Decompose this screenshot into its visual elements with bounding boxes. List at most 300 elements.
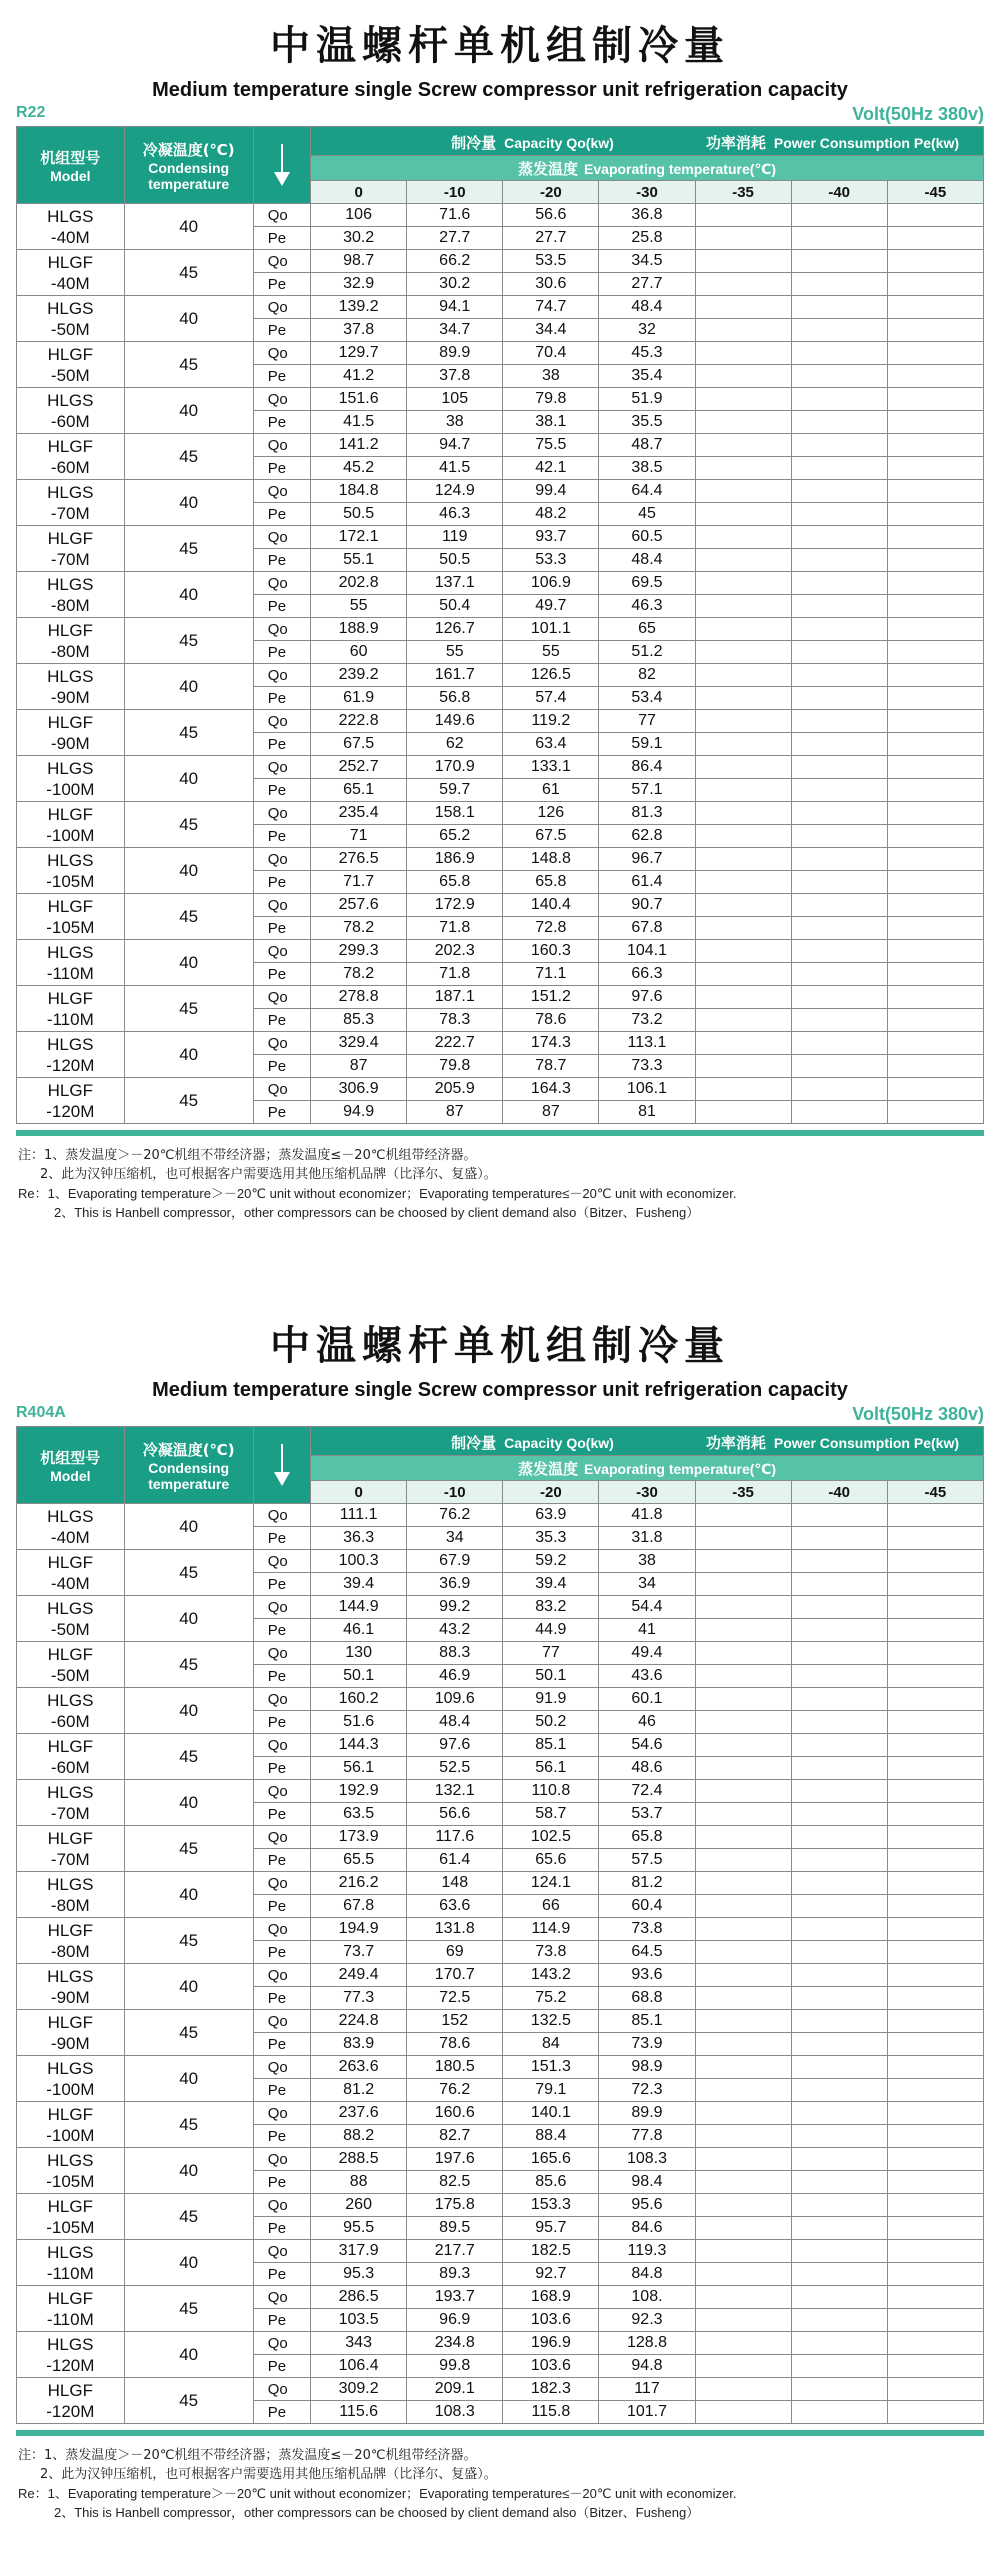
pe-value-cell: 50.4 bbox=[407, 595, 503, 618]
pe-value-cell: 50.1 bbox=[503, 1665, 599, 1688]
qo-value-cell bbox=[695, 342, 791, 365]
capacity-label bbox=[451, 132, 614, 153]
pe-value-cell: 46.3 bbox=[407, 503, 503, 526]
table-row bbox=[17, 1872, 984, 1895]
model-cell bbox=[17, 802, 125, 848]
pe-label: Pe bbox=[253, 2401, 310, 2424]
qo-value-cell bbox=[695, 848, 791, 871]
pe-value-cell: 34.7 bbox=[407, 319, 503, 342]
table-row bbox=[17, 710, 984, 733]
pe-value-cell bbox=[695, 273, 791, 296]
qo-value-cell: 140.4 bbox=[503, 894, 599, 917]
qo-value-cell bbox=[887, 2148, 983, 2171]
qo-label: Qo bbox=[253, 2010, 310, 2033]
pe-value-cell: 73.3 bbox=[599, 1055, 695, 1078]
model-name-line-1: HLGS bbox=[47, 2242, 94, 2262]
qo-value-cell: 117 bbox=[599, 2378, 695, 2401]
pe-value-cell: 45.2 bbox=[311, 457, 407, 480]
qo-value-cell: 119 bbox=[407, 526, 503, 549]
model-name-line-2: -110M bbox=[46, 2309, 94, 2329]
condensing-header-en-1: Condensing bbox=[148, 1459, 230, 1476]
model-name-line-1: HLGF bbox=[47, 344, 93, 364]
qo-value-cell bbox=[695, 756, 791, 779]
qo-value-cell bbox=[695, 2056, 791, 2079]
pe-value-cell: 94.8 bbox=[599, 2355, 695, 2378]
pe-value-cell: 75.2 bbox=[503, 1987, 599, 2010]
qo-value-cell: 237.6 bbox=[311, 2102, 407, 2125]
model-cell bbox=[17, 2194, 125, 2240]
condensing-cell: 45 bbox=[124, 1918, 253, 1964]
model-name-line-1: HLGS bbox=[47, 298, 94, 318]
pe-value-cell: 95.3 bbox=[311, 2263, 407, 2286]
condensing-cell: 40 bbox=[124, 2332, 253, 2378]
pe-value-cell: 84.6 bbox=[599, 2217, 695, 2240]
qo-label: Qo bbox=[253, 1826, 310, 1849]
model-name-line-1: HLGF bbox=[47, 252, 93, 272]
model-cell bbox=[17, 526, 125, 572]
pe-value-cell: 82.7 bbox=[407, 2125, 503, 2148]
condensing-header bbox=[124, 1427, 253, 1504]
model-header bbox=[17, 1427, 125, 1504]
pe-label: Pe bbox=[253, 1009, 310, 1032]
pe-value-cell: 60.4 bbox=[599, 1895, 695, 1918]
model-name-line-2: -105M bbox=[46, 917, 95, 937]
condensing-cell: 40 bbox=[124, 572, 253, 618]
pe-value-cell bbox=[695, 2079, 791, 2102]
pe-value-cell bbox=[791, 1055, 887, 1078]
qo-value-cell: 182.3 bbox=[503, 2378, 599, 2401]
pe-value-cell: 46.1 bbox=[311, 1619, 407, 1642]
table-row bbox=[17, 1032, 984, 1055]
table-row bbox=[17, 2378, 984, 2401]
qo-value-cell: 164.3 bbox=[503, 1078, 599, 1101]
pe-value-cell: 85.3 bbox=[311, 1009, 407, 1032]
model-header-zh: 机组型号 bbox=[40, 1448, 101, 1467]
pe-value-cell bbox=[695, 917, 791, 940]
table-row bbox=[17, 1504, 984, 1527]
model-cell bbox=[17, 2240, 125, 2286]
qo-value-cell: 151.3 bbox=[503, 2056, 599, 2079]
note-en-2: 2、This is Hanbell compressor，other compressors can be choosed by client demand also（Bitzer、Fusheng） bbox=[54, 2505, 700, 2520]
qo-value-cell: 65.8 bbox=[599, 1826, 695, 1849]
qo-value-cell bbox=[887, 1550, 983, 1573]
pe-value-cell bbox=[791, 2171, 887, 2194]
qo-value-cell bbox=[791, 986, 887, 1009]
pe-value-cell: 32 bbox=[599, 319, 695, 342]
pe-value-cell: 36.9 bbox=[407, 1573, 503, 1596]
model-name-line-2: -90M bbox=[50, 1987, 90, 2007]
pe-value-cell: 103.6 bbox=[503, 2309, 599, 2332]
condensing-cell: 45 bbox=[124, 2286, 253, 2332]
condensing-cell: 45 bbox=[124, 1642, 253, 1688]
qo-value-cell: 98.9 bbox=[599, 2056, 695, 2079]
qo-label: Qo bbox=[253, 1078, 310, 1101]
model-name-line-2: -90M bbox=[50, 687, 90, 707]
pe-label: Pe bbox=[253, 1941, 310, 1964]
pe-value-cell bbox=[887, 1573, 983, 1596]
qo-value-cell bbox=[887, 1826, 983, 1849]
pe-value-cell: 48.4 bbox=[407, 1711, 503, 1734]
table-row bbox=[17, 526, 984, 549]
pe-value-cell: 41.5 bbox=[311, 411, 407, 434]
qo-value-cell bbox=[695, 1826, 791, 1849]
pe-value-cell: 67.5 bbox=[503, 825, 599, 848]
qo-value-cell: 126.7 bbox=[407, 618, 503, 641]
qo-value-cell: 158.1 bbox=[407, 802, 503, 825]
qo-value-cell bbox=[695, 1780, 791, 1803]
page-title: 中温螺杆单机组制冷量 bbox=[270, 23, 730, 69]
pe-value-cell: 27.7 bbox=[407, 227, 503, 250]
pe-value-cell bbox=[791, 1757, 887, 1780]
pe-value-cell: 50.1 bbox=[311, 1665, 407, 1688]
model-cell bbox=[17, 664, 125, 710]
temperature-header: -10 bbox=[407, 181, 503, 204]
model-name-line-2: -50M bbox=[50, 1619, 90, 1639]
qo-label: Qo bbox=[253, 388, 310, 411]
pe-value-cell bbox=[887, 1101, 983, 1124]
pe-label: Pe bbox=[253, 779, 310, 802]
qo-value-cell: 133.1 bbox=[503, 756, 599, 779]
pe-value-cell bbox=[887, 1803, 983, 1826]
pe-label: Pe bbox=[253, 2033, 310, 2056]
qo-value-cell: 126.5 bbox=[503, 664, 599, 687]
qo-value-cell: 69.5 bbox=[599, 572, 695, 595]
pe-value-cell bbox=[695, 779, 791, 802]
pe-value-cell bbox=[695, 2217, 791, 2240]
qo-label: Qo bbox=[253, 2332, 310, 2355]
model-name-line-1: HLGS bbox=[47, 2058, 94, 2078]
refrigerant-label: R404A bbox=[16, 1404, 66, 1421]
pe-value-cell bbox=[695, 2125, 791, 2148]
qo-value-cell bbox=[791, 1504, 887, 1527]
qo-value-cell: 132.1 bbox=[407, 1780, 503, 1803]
pe-label: Pe bbox=[253, 595, 310, 618]
qo-label: Qo bbox=[253, 618, 310, 641]
model-name-line-2: -60M bbox=[50, 411, 90, 431]
qo-value-cell: 130 bbox=[311, 1642, 407, 1665]
model-cell bbox=[17, 1596, 125, 1642]
pe-value-cell: 30.2 bbox=[311, 227, 407, 250]
qo-value-cell: 222.7 bbox=[407, 1032, 503, 1055]
pe-value-cell: 72.8 bbox=[503, 917, 599, 940]
arrow-header bbox=[253, 127, 310, 204]
capacity-header bbox=[311, 1427, 984, 1456]
pe-value-cell: 65.5 bbox=[311, 1849, 407, 1872]
pe-value-cell: 65.8 bbox=[407, 871, 503, 894]
qo-value-cell: 73.8 bbox=[599, 1918, 695, 1941]
model-name-line-1: HLGS bbox=[47, 2334, 94, 2354]
pe-value-cell: 84.8 bbox=[599, 2263, 695, 2286]
temperature-header: -35 bbox=[695, 1481, 791, 1504]
qo-value-cell bbox=[791, 756, 887, 779]
pe-value-cell: 71 bbox=[311, 825, 407, 848]
pe-value-cell bbox=[791, 1619, 887, 1642]
pe-value-cell: 66 bbox=[503, 1895, 599, 1918]
pe-value-cell: 59.7 bbox=[407, 779, 503, 802]
qo-value-cell bbox=[695, 1918, 791, 1941]
evaporating-header-zh: 蒸发温度 bbox=[518, 159, 579, 178]
power-label-en: Power Consumption Pe(kw) bbox=[773, 135, 959, 151]
qo-value-cell bbox=[791, 618, 887, 641]
model-name-line-1: HLGS bbox=[47, 1598, 94, 1618]
qo-value-cell bbox=[695, 2378, 791, 2401]
model-name-line-1: HLGS bbox=[47, 666, 94, 686]
pe-value-cell bbox=[695, 319, 791, 342]
table-row bbox=[17, 1688, 984, 1711]
qo-value-cell: 160.3 bbox=[503, 940, 599, 963]
evaporating-header bbox=[311, 1456, 984, 1481]
pe-value-cell: 71.8 bbox=[407, 963, 503, 986]
qo-value-cell bbox=[887, 894, 983, 917]
qo-value-cell: 89.9 bbox=[599, 2102, 695, 2125]
qo-value-cell: 82 bbox=[599, 664, 695, 687]
qo-value-cell: 143.2 bbox=[503, 1964, 599, 1987]
qo-value-cell bbox=[695, 204, 791, 227]
qo-value-cell bbox=[695, 572, 791, 595]
qo-value-cell bbox=[887, 1964, 983, 1987]
model-cell bbox=[17, 894, 125, 940]
pe-value-cell: 71.7 bbox=[311, 871, 407, 894]
qo-value-cell bbox=[887, 1734, 983, 1757]
qo-value-cell: 53.5 bbox=[503, 250, 599, 273]
table-row bbox=[17, 618, 984, 641]
qo-value-cell bbox=[887, 756, 983, 779]
model-name-line-2: -40M bbox=[50, 1527, 90, 1547]
pe-value-cell: 66.3 bbox=[599, 963, 695, 986]
model-cell bbox=[17, 296, 125, 342]
pe-value-cell: 78.7 bbox=[503, 1055, 599, 1078]
qo-value-cell: 299.3 bbox=[311, 940, 407, 963]
qo-value-cell: 139.2 bbox=[311, 296, 407, 319]
condensing-header bbox=[124, 127, 253, 204]
qo-value-cell: 205.9 bbox=[407, 1078, 503, 1101]
voltage-label: Volt(50Hz 380v) bbox=[852, 1404, 984, 1424]
pe-value-cell bbox=[695, 733, 791, 756]
qo-value-cell: 309.2 bbox=[311, 2378, 407, 2401]
pe-value-cell: 103.5 bbox=[311, 2309, 407, 2332]
model-name-line-1: HLGF bbox=[47, 2288, 93, 2308]
pe-label: Pe bbox=[253, 963, 310, 986]
table-row bbox=[17, 2194, 984, 2217]
model-name-line-2: -80M bbox=[50, 595, 90, 615]
model-cell bbox=[17, 1780, 125, 1826]
pe-value-cell bbox=[887, 227, 983, 250]
down-arrow-icon bbox=[272, 142, 292, 188]
pe-value-cell: 65.2 bbox=[407, 825, 503, 848]
qo-value-cell: 110.8 bbox=[503, 1780, 599, 1803]
qo-value-cell bbox=[791, 1032, 887, 1055]
pe-value-cell bbox=[791, 1665, 887, 1688]
model-cell bbox=[17, 1734, 125, 1780]
pe-value-cell bbox=[695, 1055, 791, 1078]
model-cell bbox=[17, 1032, 125, 1078]
pe-label: Pe bbox=[253, 1895, 310, 1918]
condensing-header-en-1: Condensing bbox=[148, 159, 230, 176]
model-name-line-1: HLGF bbox=[47, 896, 93, 916]
model-cell bbox=[17, 848, 125, 894]
qo-value-cell bbox=[791, 2286, 887, 2309]
qo-value-cell: 172.9 bbox=[407, 894, 503, 917]
model-name-line-2: -40M bbox=[50, 227, 90, 247]
model-name-line-1: HLGS bbox=[47, 1506, 94, 1526]
pe-value-cell bbox=[791, 825, 887, 848]
pe-value-cell bbox=[887, 1527, 983, 1550]
refrigerant-label: R22 bbox=[16, 104, 46, 121]
pe-value-cell: 56.8 bbox=[407, 687, 503, 710]
pe-value-cell: 60 bbox=[311, 641, 407, 664]
pe-label: Pe bbox=[253, 1987, 310, 2010]
pe-value-cell bbox=[791, 2263, 887, 2286]
pe-value-cell: 92.3 bbox=[599, 2309, 695, 2332]
table-row bbox=[17, 1780, 984, 1803]
note-zh-1: 注：1、蒸发温度＞－20℃机组不带经济器；蒸发温度≤－20℃机组带经济器。 bbox=[18, 1148, 477, 1163]
table-row bbox=[17, 204, 984, 227]
temperature-header: -10 bbox=[407, 1481, 503, 1504]
pe-value-cell: 73.7 bbox=[311, 1941, 407, 1964]
capacity-table-r22 bbox=[16, 126, 984, 1124]
pe-value-cell: 87 bbox=[503, 1101, 599, 1124]
pe-value-cell bbox=[791, 365, 887, 388]
qo-value-cell bbox=[887, 802, 983, 825]
pe-value-cell bbox=[791, 963, 887, 986]
pe-value-cell: 27.7 bbox=[599, 273, 695, 296]
pe-value-cell: 76.2 bbox=[407, 2079, 503, 2102]
power-label bbox=[706, 132, 959, 153]
pe-value-cell: 56.1 bbox=[503, 1757, 599, 1780]
model-name-line-1: HLGS bbox=[47, 206, 94, 226]
qo-value-cell: 54.6 bbox=[599, 1734, 695, 1757]
page-subtitle: Medium temperature single Screw compressor unit refrigeration capacity bbox=[152, 79, 848, 101]
pe-value-cell bbox=[791, 2309, 887, 2332]
condensing-cell: 40 bbox=[124, 1596, 253, 1642]
model-name-line-2: -50M bbox=[50, 365, 90, 385]
table-meta bbox=[16, 1402, 984, 1426]
temperature-header: -45 bbox=[887, 1481, 983, 1504]
pe-value-cell bbox=[695, 1711, 791, 1734]
qo-value-cell bbox=[887, 710, 983, 733]
qo-value-cell bbox=[791, 1780, 887, 1803]
qo-value-cell: 119.3 bbox=[599, 2240, 695, 2263]
model-name-line-1: HLGF bbox=[47, 804, 93, 824]
qo-label: Qo bbox=[253, 572, 310, 595]
qo-value-cell: 140.1 bbox=[503, 2102, 599, 2125]
model-name-line-2: -50M bbox=[50, 1665, 90, 1685]
condensing-cell: 40 bbox=[124, 2148, 253, 2194]
qo-value-cell: 217.7 bbox=[407, 2240, 503, 2263]
qo-value-cell: 109.6 bbox=[407, 1688, 503, 1711]
pe-value-cell: 35.4 bbox=[599, 365, 695, 388]
qo-value-cell bbox=[695, 1078, 791, 1101]
model-name-line-2: -120M bbox=[46, 2401, 95, 2421]
arrow-header bbox=[253, 1427, 310, 1504]
pe-value-cell: 78.6 bbox=[503, 1009, 599, 1032]
qo-value-cell bbox=[695, 1504, 791, 1527]
qo-label: Qo bbox=[253, 1734, 310, 1757]
model-cell bbox=[17, 1826, 125, 1872]
qo-value-cell: 97.6 bbox=[599, 986, 695, 1009]
qo-value-cell: 93.7 bbox=[503, 526, 599, 549]
model-cell bbox=[17, 618, 125, 664]
qo-label: Qo bbox=[253, 1918, 310, 1941]
qo-value-cell bbox=[695, 1964, 791, 1987]
qo-value-cell bbox=[695, 296, 791, 319]
pe-value-cell bbox=[887, 1619, 983, 1642]
qo-value-cell: 101.1 bbox=[503, 618, 599, 641]
pe-value-cell: 39.4 bbox=[311, 1573, 407, 1596]
pe-value-cell bbox=[887, 1055, 983, 1078]
qo-value-cell bbox=[695, 2102, 791, 2125]
qo-value-cell bbox=[695, 986, 791, 1009]
qo-label: Qo bbox=[253, 250, 310, 273]
condensing-cell: 40 bbox=[124, 756, 253, 802]
model-name-line-2: -70M bbox=[50, 1803, 90, 1823]
temperature-header: -20 bbox=[503, 181, 599, 204]
power-label-zh: 功率消耗 bbox=[705, 134, 766, 152]
pe-value-cell: 37.8 bbox=[407, 365, 503, 388]
pe-value-cell bbox=[695, 411, 791, 434]
pe-value-cell bbox=[887, 2401, 983, 2424]
qo-label: Qo bbox=[253, 342, 310, 365]
pe-label: Pe bbox=[253, 2217, 310, 2240]
table-meta bbox=[16, 102, 984, 126]
qo-value-cell: 196.9 bbox=[503, 2332, 599, 2355]
pe-value-cell: 108.3 bbox=[407, 2401, 503, 2424]
qo-label: Qo bbox=[253, 296, 310, 319]
qo-value-cell: 132.5 bbox=[503, 2010, 599, 2033]
pe-value-cell bbox=[695, 871, 791, 894]
qo-value-cell: 106 bbox=[311, 204, 407, 227]
qo-value-cell: 234.8 bbox=[407, 2332, 503, 2355]
qo-value-cell: 66.2 bbox=[407, 250, 503, 273]
pe-label: Pe bbox=[253, 1711, 310, 1734]
qo-label: Qo bbox=[253, 2286, 310, 2309]
model-name-line-1: HLGS bbox=[47, 482, 94, 502]
qo-value-cell: 126 bbox=[503, 802, 599, 825]
qo-value-cell bbox=[695, 710, 791, 733]
model-name-line-2: -70M bbox=[50, 1849, 90, 1869]
pe-value-cell bbox=[791, 411, 887, 434]
qo-value-cell: 77 bbox=[599, 710, 695, 733]
qo-value-cell: 278.8 bbox=[311, 986, 407, 1009]
model-name-line-1: HLGF bbox=[47, 1920, 93, 1940]
pe-value-cell: 85.6 bbox=[503, 2171, 599, 2194]
pe-value-cell bbox=[791, 2217, 887, 2240]
pe-value-cell: 27.7 bbox=[503, 227, 599, 250]
qo-value-cell bbox=[791, 1734, 887, 1757]
pe-value-cell: 49.7 bbox=[503, 595, 599, 618]
qo-value-cell: 235.4 bbox=[311, 802, 407, 825]
model-name-line-2: -80M bbox=[50, 1895, 90, 1915]
qo-value-cell bbox=[887, 986, 983, 1009]
qo-value-cell bbox=[695, 1688, 791, 1711]
pe-value-cell bbox=[695, 595, 791, 618]
model-name-line-1: HLGF bbox=[47, 2104, 93, 2124]
notes bbox=[18, 2446, 982, 2522]
condensing-cell: 45 bbox=[124, 2102, 253, 2148]
table-row bbox=[17, 2332, 984, 2355]
condensing-cell: 40 bbox=[124, 1688, 253, 1734]
qo-value-cell: 106.1 bbox=[599, 1078, 695, 1101]
pe-value-cell: 61.9 bbox=[311, 687, 407, 710]
qo-value-cell bbox=[887, 2240, 983, 2263]
pe-value-cell: 89.3 bbox=[407, 2263, 503, 2286]
qo-label: Qo bbox=[253, 1642, 310, 1665]
pe-value-cell bbox=[887, 1941, 983, 1964]
pe-value-cell: 95.7 bbox=[503, 2217, 599, 2240]
qo-value-cell bbox=[791, 802, 887, 825]
model-name-line-1: HLGS bbox=[47, 1874, 94, 1894]
pe-value-cell bbox=[887, 2079, 983, 2102]
